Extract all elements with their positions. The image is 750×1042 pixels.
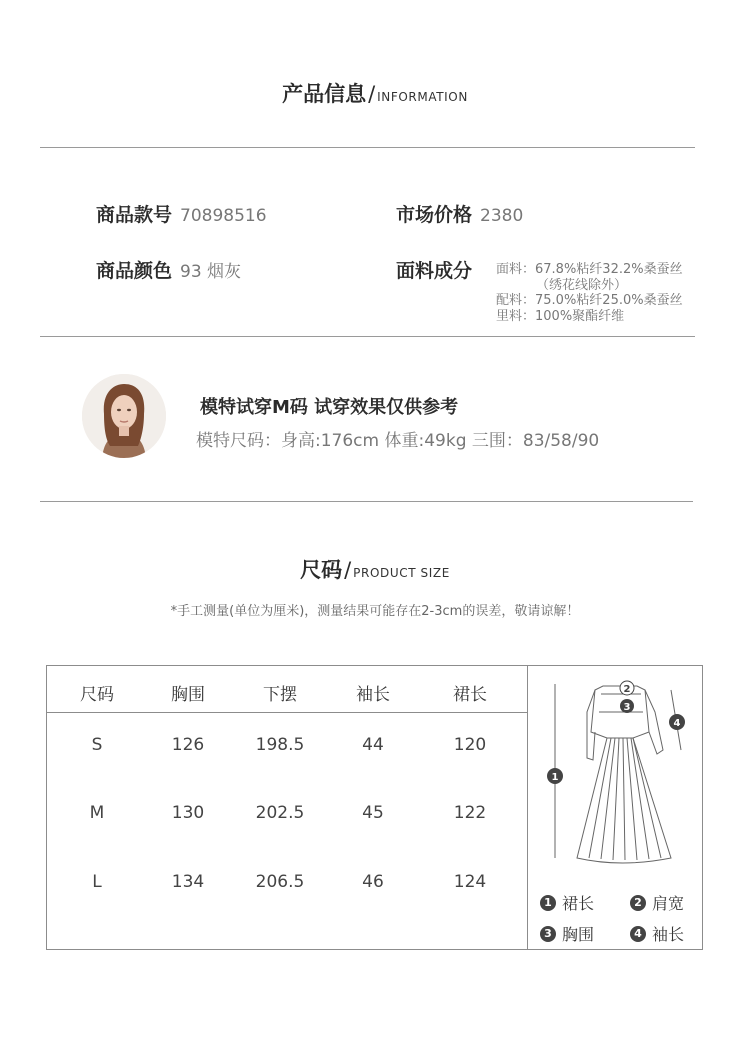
size-section-title [0, 554, 750, 584]
table-cell: 206.5 [255, 872, 305, 892]
fabric-label: 面料成分 [396, 260, 473, 282]
info-title-zh: 产品信息 [282, 82, 367, 106]
sku-label: 商品款号 [96, 204, 173, 226]
fabric-line: 里料：100%聚酯纤维 [496, 308, 625, 324]
legend-item [630, 891, 684, 914]
table-cell: 120 [453, 735, 487, 755]
table-cell: 45 [362, 803, 384, 823]
sku-value: 70898516 [180, 206, 267, 226]
svg-text:2: 2 [623, 684, 631, 695]
legend-number: 1 [540, 895, 556, 911]
legend-number: 4 [630, 926, 646, 942]
table-cell: M [89, 803, 105, 823]
table-cell: 134 [171, 872, 205, 892]
info-section-title [0, 78, 750, 108]
table-header-line [47, 712, 527, 713]
measurement-note: *手工测量(单位为厘米)，测量结果可能存在2-3cm的误差，敬请谅解！ [170, 604, 580, 619]
svg-text:1: 1 [551, 772, 559, 783]
divider-top [40, 147, 695, 148]
info-title-separator: / [368, 82, 376, 106]
sku-row [96, 200, 267, 227]
legend-number: 3 [540, 926, 556, 942]
svg-text:3: 3 [623, 702, 631, 713]
size-title-en: PRODUCT SIZE [353, 566, 450, 580]
legend-item [540, 922, 594, 945]
color-value: 93 烟灰 [180, 262, 242, 282]
table-divider [527, 666, 528, 949]
table-cell: 46 [362, 872, 384, 892]
header-hem: 下摆 [263, 685, 297, 705]
model-measurements: 模特尺码：身高:176cm 体重:49kg 三围：83/58/90 [196, 431, 600, 451]
header-size: 尺码 [80, 685, 114, 705]
divider-bottom [40, 501, 693, 502]
price-row [396, 200, 523, 227]
table-cell: 126 [171, 735, 205, 755]
legend-item [540, 891, 594, 914]
table-cell: 202.5 [255, 803, 305, 823]
legend-label: 袖长 [652, 925, 685, 944]
fabric-line: 面料：67.8%粘纤32.2%桑蚕丝 [496, 262, 683, 277]
table-cell: 130 [171, 803, 205, 823]
table-cell: L [92, 872, 102, 892]
table-cell: 44 [362, 735, 384, 755]
color-row [96, 256, 241, 283]
size-table [46, 665, 703, 950]
divider-middle [40, 336, 695, 337]
header-sleeve: 袖长 [356, 685, 390, 705]
header-chest: 胸围 [171, 685, 205, 705]
legend-label: 裙长 [562, 894, 595, 913]
svg-text:4: 4 [673, 718, 681, 729]
table-cell: 198.5 [255, 735, 305, 755]
size-title-zh: 尺码 [300, 558, 343, 582]
info-title-en: INFORMATION [377, 90, 468, 104]
fabric-row [396, 256, 472, 283]
price-value: 2380 [480, 206, 524, 226]
fabric-composition [496, 262, 683, 324]
model-avatar-icon [82, 374, 166, 458]
fabric-line: 配料：75.0%粘纤25.0%桑蚕丝 [496, 293, 683, 308]
legend-label: 肩宽 [652, 894, 685, 913]
fabric-line: （绣花线除外） [536, 277, 628, 293]
model-avatar [82, 374, 166, 458]
color-label: 商品颜色 [96, 260, 173, 282]
table-cell: S [91, 735, 103, 755]
header-length: 裙长 [453, 685, 487, 705]
table-cell: 122 [453, 803, 487, 823]
legend-number: 2 [630, 895, 646, 911]
dress-diagram-icon [537, 672, 697, 872]
model-title: 模特试穿M码 试穿效果仅供参考 [200, 397, 459, 418]
size-title-separator: / [344, 558, 352, 582]
price-label: 市场价格 [396, 204, 473, 226]
table-cell: 124 [453, 872, 487, 892]
legend-label: 胸围 [562, 925, 595, 944]
legend-item [630, 922, 684, 945]
